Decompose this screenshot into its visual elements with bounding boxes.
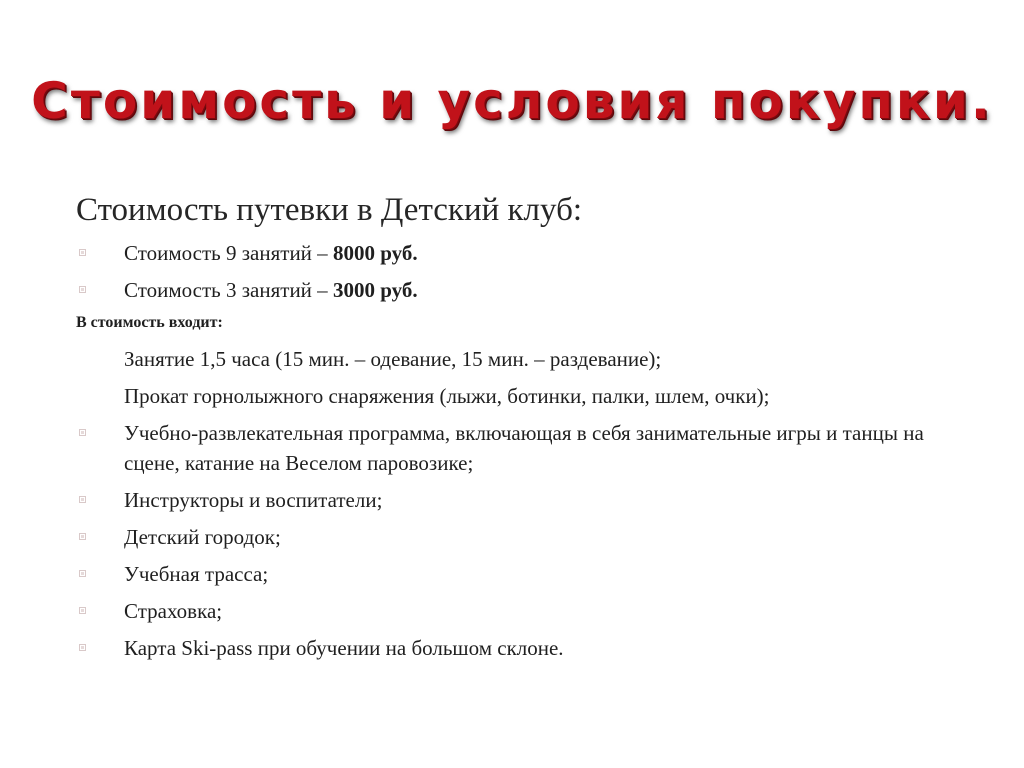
bullet-icon <box>79 286 86 293</box>
price-value: 8000 руб. <box>332 241 418 265</box>
include-item <box>76 381 956 411</box>
slide-title: Стоимость и условия покупки. <box>31 72 993 130</box>
include-item <box>76 596 956 626</box>
include-item <box>76 559 956 589</box>
include-text: Учебная трасса; <box>124 562 269 586</box>
price-item-9 <box>76 238 956 268</box>
bullet-icon <box>79 249 86 256</box>
include-text: Карта Ski-pass при обучении на большом склоне. <box>124 636 564 660</box>
bullet-icon <box>79 607 86 614</box>
price-item-3 <box>76 275 956 305</box>
price-label: Стоимость 9 занятий – <box>124 241 333 265</box>
include-item <box>76 418 956 478</box>
include-text: Занятие 1,5 часа (15 мин. – одевание, 15 мин. – раздевание); <box>124 347 662 371</box>
price-value: 3000 руб. <box>332 278 418 302</box>
include-item <box>76 344 956 374</box>
bullet-icon <box>79 496 86 503</box>
slide-content <box>76 188 956 670</box>
bullet-icon <box>79 429 86 436</box>
price-heading: Стоимость путевки в Детский клуб: <box>76 192 583 228</box>
bullet-icon <box>79 570 86 577</box>
include-text: Детский городок; <box>124 525 281 549</box>
price-label: Стоимость 3 занятий – <box>124 278 333 302</box>
include-text: Страховка; <box>124 599 223 623</box>
include-text: Учебно-развлекательная программа, включающая в себя занимательные игры и танцы на сцене, катание на Веселом паровозике; <box>124 421 924 475</box>
include-item <box>76 633 956 663</box>
include-text: Прокат горнолыжного снаряжения (лыжи, ботинки, палки, шлем, очки); <box>124 384 770 408</box>
bullet-icon <box>79 533 86 540</box>
includes-label: В стоимость входит: <box>76 314 223 331</box>
bullet-icon <box>79 644 86 651</box>
include-item <box>76 485 956 515</box>
include-item <box>76 522 956 552</box>
include-text: Инструкторы и воспитатели; <box>124 488 383 512</box>
